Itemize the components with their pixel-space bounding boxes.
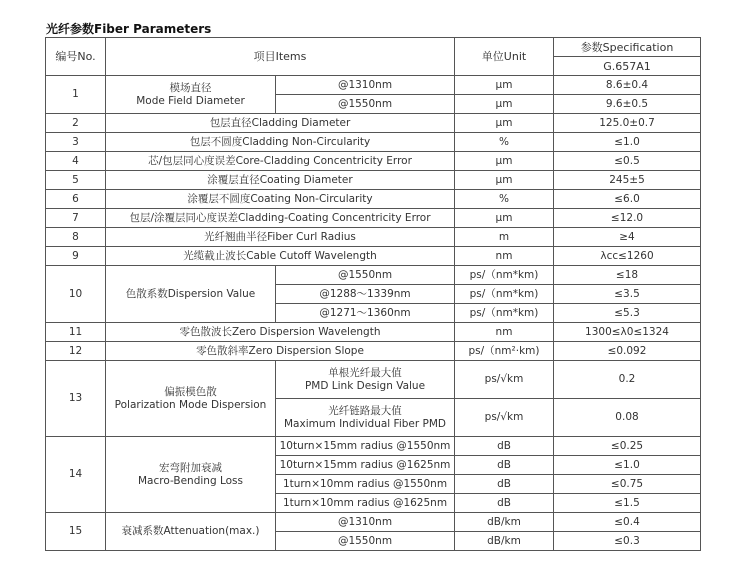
row-unit: dB: [455, 475, 554, 494]
row-number: 10: [46, 266, 106, 323]
row-value: ≤1.0: [554, 133, 701, 152]
table-row: [46, 342, 701, 361]
header-spec: 参数Specification: [554, 38, 701, 57]
row-number: 11: [46, 323, 106, 342]
fiber-parameters-table: [45, 37, 701, 551]
row-value: ≤3.5: [554, 285, 701, 304]
row-value: 0.2: [554, 361, 701, 399]
table-row: [46, 133, 701, 152]
row-unit: ps/（nm*km): [455, 285, 554, 304]
row-unit: dB/km: [455, 513, 554, 532]
row-item: 零色散波长Zero Dispersion Wavelength: [106, 323, 455, 342]
row-value: 1300≤λ0≤1324: [554, 323, 701, 342]
row-condition: 10turn×15mm radius @1550nm: [276, 437, 455, 456]
row-unit: nm: [455, 247, 554, 266]
row-unit: ps/（nm*km): [455, 266, 554, 285]
row-unit: %: [455, 190, 554, 209]
row-condition: @1550nm: [276, 532, 455, 551]
row-item: 涂覆层不圆度Coating Non-Circularity: [106, 190, 455, 209]
row-item: 光缆截止波长Cable Cutoff Wavelength: [106, 247, 455, 266]
table-row: [46, 209, 701, 228]
row-item: 包层直径Cladding Diameter: [106, 114, 455, 133]
row-unit: μm: [455, 209, 554, 228]
row-unit: ps/√km: [455, 361, 554, 399]
row-number: 1: [46, 76, 106, 114]
row-condition: @1550nm: [276, 95, 455, 114]
row-unit: dB/km: [455, 532, 554, 551]
row-number: 8: [46, 228, 106, 247]
header-items: 项目Items: [106, 38, 455, 76]
row-item: [106, 437, 276, 513]
row-value: ≤0.5: [554, 152, 701, 171]
row-value: 245±5: [554, 171, 701, 190]
row-condition: 1turn×10mm radius @1550nm: [276, 475, 455, 494]
table-row: [46, 228, 701, 247]
row-condition: [276, 399, 455, 437]
row-value: ≤0.3: [554, 532, 701, 551]
header-unit: 单位Unit: [455, 38, 554, 76]
row-unit: μm: [455, 95, 554, 114]
row-number: 5: [46, 171, 106, 190]
table-row: [46, 247, 701, 266]
row-condition: @1271～1360nm: [276, 304, 455, 323]
row-unit: nm: [455, 323, 554, 342]
table-row: [46, 437, 701, 456]
row-value: ≤12.0: [554, 209, 701, 228]
row-item-en: Mode Field Diameter: [136, 94, 245, 107]
row-condition: 10turn×15mm radius @1625nm: [276, 456, 455, 475]
row-condition-cn: 单根光纤最大值: [328, 366, 402, 379]
row-item: 衰减系数Attenuation(max.): [106, 513, 276, 551]
row-item: 光纤翘曲半径Fiber Curl Radius: [106, 228, 455, 247]
row-value: ≤0.75: [554, 475, 701, 494]
row-item: 零色散斜率Zero Dispersion Slope: [106, 342, 455, 361]
row-unit: ps/√km: [455, 399, 554, 437]
row-number: 3: [46, 133, 106, 152]
row-item-cn: 宏弯附加衰减: [159, 461, 222, 474]
row-item-cn: 偏振模色散: [164, 385, 217, 398]
row-unit: μm: [455, 114, 554, 133]
row-unit: dB: [455, 494, 554, 513]
row-number: 9: [46, 247, 106, 266]
row-item: [106, 76, 276, 114]
row-value: 9.6±0.5: [554, 95, 701, 114]
row-unit: μm: [455, 76, 554, 95]
row-number: 12: [46, 342, 106, 361]
row-condition-en: Maximum Individual Fiber PMD: [284, 417, 446, 430]
row-number: 13: [46, 361, 106, 437]
row-number: 6: [46, 190, 106, 209]
table-row: [46, 266, 701, 285]
row-condition: @1310nm: [276, 513, 455, 532]
row-value: 125.0±0.7: [554, 114, 701, 133]
row-value: ≤1.0: [554, 456, 701, 475]
document-title: 光纤参数Fiber Parameters: [46, 22, 212, 36]
table-row: [46, 76, 701, 95]
row-value: 0.08: [554, 399, 701, 437]
row-condition: [276, 361, 455, 399]
row-number: 4: [46, 152, 106, 171]
row-item-cn: 模场直径: [169, 81, 212, 94]
header-no: 编号No.: [46, 38, 106, 76]
row-number: 2: [46, 114, 106, 133]
table-row: [46, 114, 701, 133]
table-row: [46, 513, 701, 532]
row-item: [106, 361, 276, 437]
header-spec-sub: G.657A1: [554, 57, 701, 76]
row-value: ≤1.5: [554, 494, 701, 513]
row-item: 芯/包层同心度误差Core-Cladding Concentricity Error: [106, 152, 455, 171]
table-row: [46, 171, 701, 190]
table-header-row: [46, 38, 701, 57]
row-value: ≤5.3: [554, 304, 701, 323]
table-row: [46, 323, 701, 342]
row-unit: μm: [455, 152, 554, 171]
row-value: ≤0.25: [554, 437, 701, 456]
row-unit: ps/（nm*km): [455, 304, 554, 323]
table-row: [46, 361, 701, 399]
row-unit: ps/（nm²·km): [455, 342, 554, 361]
row-number: 14: [46, 437, 106, 513]
row-item: 涂覆层直径Coating Diameter: [106, 171, 455, 190]
row-number: 15: [46, 513, 106, 551]
row-unit: dB: [455, 437, 554, 456]
table-row: [46, 190, 701, 209]
row-value: ≤18: [554, 266, 701, 285]
row-number: 7: [46, 209, 106, 228]
row-item: 包层/涂覆层同心度误差Cladding-Coating Concentricity Error: [106, 209, 455, 228]
row-item: 包层不圆度Cladding Non-Circularity: [106, 133, 455, 152]
row-unit: dB: [455, 456, 554, 475]
row-item-en: Macro-Bending Loss: [138, 474, 243, 487]
row-value: 8.6±0.4: [554, 76, 701, 95]
row-value: ≤0.4: [554, 513, 701, 532]
row-condition: @1310nm: [276, 76, 455, 95]
row-value: ≥4: [554, 228, 701, 247]
row-item: 色散系数Dispersion Value: [106, 266, 276, 323]
row-condition-en: PMD Link Design Value: [304, 379, 426, 392]
row-value: ≤0.092: [554, 342, 701, 361]
row-item-en: Polarization Mode Dispersion: [114, 398, 267, 411]
row-condition: @1550nm: [276, 266, 455, 285]
row-value: λcc≤1260: [554, 247, 701, 266]
row-condition: @1288～1339nm: [276, 285, 455, 304]
row-condition: 1turn×10mm radius @1625nm: [276, 494, 455, 513]
row-unit: %: [455, 133, 554, 152]
row-value: ≤6.0: [554, 190, 701, 209]
table-row: [46, 152, 701, 171]
row-condition-cn: 光纤链路最大值: [328, 404, 402, 417]
row-unit: m: [455, 228, 554, 247]
row-unit: μm: [455, 171, 554, 190]
